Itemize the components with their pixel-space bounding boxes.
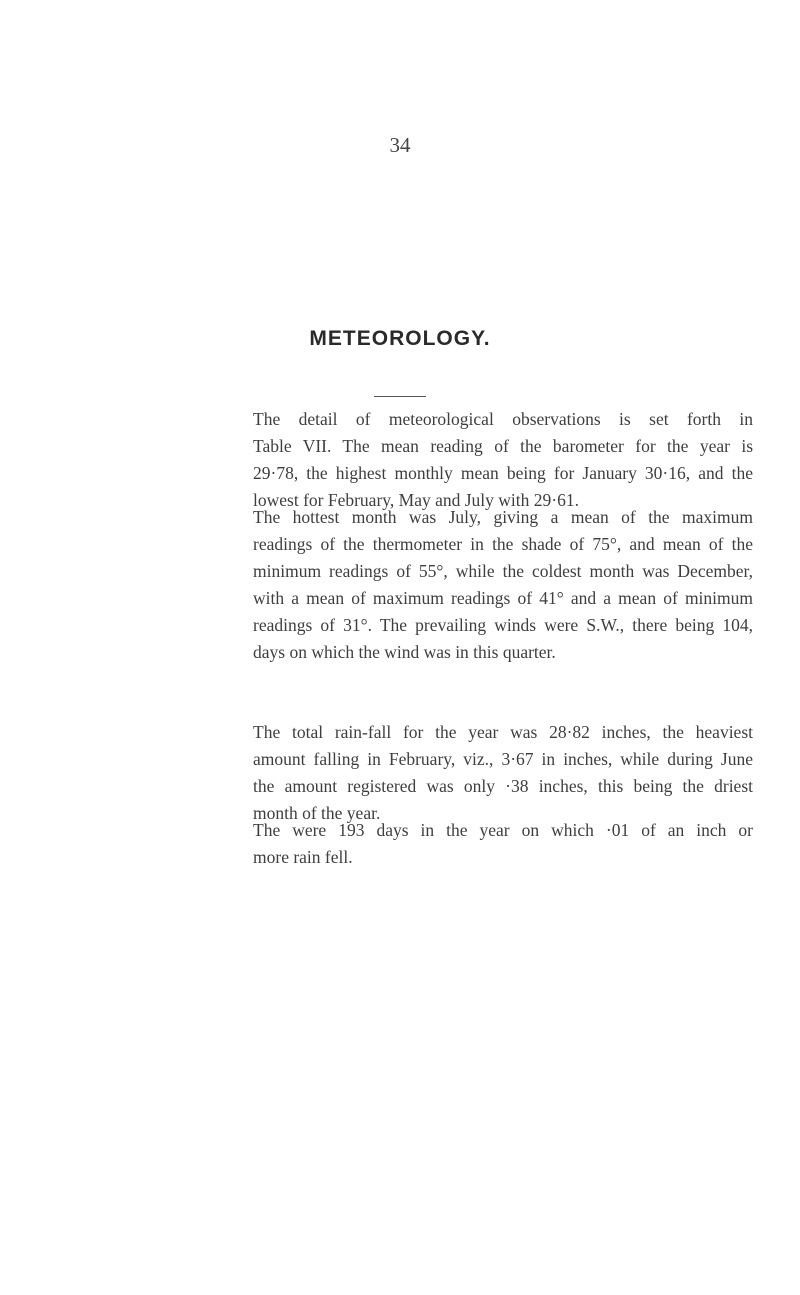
paragraph-temperature xyxy=(253,504,753,666)
paragraph-line: The detail of meteorological observations is set forth in xyxy=(253,409,753,429)
page-number: 34 xyxy=(389,133,411,157)
paragraph-line: minimum readings of 55°, while the coldest month was December, xyxy=(253,561,753,581)
paragraph-line: amount falling in February, viz., 3·67 in inches, while during June xyxy=(253,749,753,769)
paragraph-line: Table VII. The mean reading of the barometer for the year is xyxy=(253,436,753,456)
paragraph-line: days on which the wind was in this quarter. xyxy=(253,642,556,662)
paragraph-line: more rain fell. xyxy=(253,847,353,867)
paragraph-rainfall xyxy=(253,719,753,827)
paragraph-line: 29·78, the highest monthly mean being for January 30·16, and the xyxy=(253,463,753,483)
paragraph-line: The total rain-fall for the year was 28·82 inches, the heaviest xyxy=(253,722,753,742)
paragraph-line: lowest for February, May and July with 29·61. xyxy=(253,490,579,510)
paragraph-line: readings of the thermometer in the shade of 75°, and mean of the xyxy=(253,534,753,554)
paragraph-line: readings of 31°. The prevailing winds were S.W., there being 104, xyxy=(253,615,753,635)
title-divider xyxy=(374,396,426,397)
paragraph-line: with a mean of maximum readings of 41° and a mean of minimum xyxy=(253,588,753,608)
paragraph-line: The were 193 days in the year on which ·01 of an inch or xyxy=(253,820,753,840)
paragraph-line: month of the year. xyxy=(253,803,381,823)
page-title: METEOROLOGY. xyxy=(309,327,491,350)
paragraph-line: The hottest month was July, giving a mean of the maximum xyxy=(253,507,753,527)
paragraph-barometer xyxy=(253,406,753,514)
paragraph-rain-days xyxy=(253,817,753,871)
paragraph-line: the amount registered was only ·38 inches, this being the driest xyxy=(253,776,753,796)
